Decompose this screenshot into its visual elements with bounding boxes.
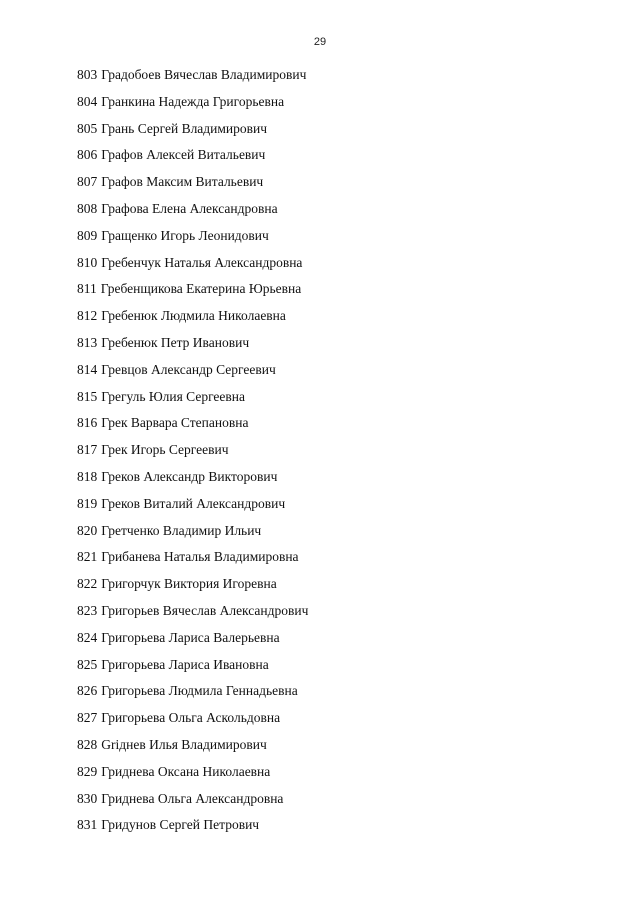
list-item bbox=[77, 734, 308, 761]
entry-number: 812 bbox=[77, 308, 98, 324]
list-item bbox=[77, 627, 308, 654]
entry-number: 824 bbox=[77, 629, 98, 645]
entry-name: Григорчук Виктория Игоревна bbox=[101, 576, 277, 592]
entry-name: Грибанева Наталья Владимировна bbox=[101, 549, 299, 565]
list-item bbox=[77, 680, 308, 707]
entry-name: Грегуль Юлия Сергеевна bbox=[101, 388, 245, 404]
list-item bbox=[77, 386, 308, 413]
list-item bbox=[77, 278, 308, 305]
entry-name: Griднев Илья Владимирович bbox=[101, 736, 267, 752]
list-item bbox=[77, 171, 308, 198]
entry-number: 821 bbox=[77, 549, 98, 565]
list-item bbox=[77, 761, 308, 788]
list-item bbox=[77, 198, 308, 225]
list-item bbox=[77, 654, 308, 681]
list-item bbox=[77, 359, 308, 386]
entry-name: Гребенюк Людмила Николаевна bbox=[101, 308, 286, 324]
entry-number: 827 bbox=[77, 710, 98, 726]
entry-name: Грек Игорь Сергеевич bbox=[101, 442, 229, 458]
entry-number: 830 bbox=[77, 790, 98, 806]
list-item bbox=[77, 91, 308, 118]
entry-name: Греков Виталий Александрович bbox=[101, 495, 286, 511]
entry-name: Грек Варвара Степановна bbox=[101, 415, 249, 431]
list-item bbox=[77, 520, 308, 547]
entry-number: 817 bbox=[77, 442, 98, 458]
entry-number: 809 bbox=[77, 227, 98, 243]
list-item bbox=[77, 707, 308, 734]
list-item bbox=[77, 144, 308, 171]
entry-name: Гретченко Владимир Ильич bbox=[101, 522, 262, 538]
entry-name: Графов Алексей Витальевич bbox=[101, 147, 266, 163]
entry-number: 803 bbox=[77, 67, 98, 82]
entry-number: 816 bbox=[77, 415, 98, 431]
list-item bbox=[77, 546, 308, 573]
list-item bbox=[77, 332, 308, 359]
entry-number: 825 bbox=[77, 656, 98, 672]
entry-number: 805 bbox=[77, 120, 98, 136]
list-item bbox=[77, 600, 308, 627]
entry-number: 822 bbox=[77, 576, 98, 592]
entry-name: Графов Максим Витальевич bbox=[101, 174, 264, 190]
entry-number: 807 bbox=[77, 174, 98, 190]
entry-name: Гриднева Оксана Николаевна bbox=[101, 763, 271, 779]
name-list bbox=[77, 64, 308, 841]
entry-number: 820 bbox=[77, 522, 98, 538]
entry-name: Григорьева Лариса Валерьевна bbox=[101, 629, 280, 645]
page-number: 29 bbox=[313, 36, 327, 48]
entry-name: Гридунов Сергей Петрович bbox=[101, 817, 260, 833]
list-item bbox=[77, 118, 308, 145]
list-item bbox=[77, 788, 308, 815]
entry-name: Грань Сергей Владимирович bbox=[101, 120, 268, 136]
list-item bbox=[77, 64, 308, 91]
entry-number: 826 bbox=[77, 683, 98, 699]
entry-name: Григорьева Лариса Ивановна bbox=[101, 656, 269, 672]
entry-number: 815 bbox=[77, 388, 98, 404]
entry-name: Григорьева Ольга Аскольдовна bbox=[101, 710, 281, 726]
entry-number: 814 bbox=[77, 361, 98, 377]
entry-number: 810 bbox=[77, 254, 98, 270]
entry-name: Греков Александр Викторович bbox=[101, 468, 278, 484]
entry-name: Гребенщикова Екатерина Юрьевна bbox=[100, 281, 302, 297]
entry-name: Графова Елена Александровна bbox=[101, 200, 278, 216]
entry-name: Гревцов Александр Сергеевич bbox=[101, 361, 276, 377]
list-item bbox=[77, 573, 308, 600]
entry-number: 831 bbox=[77, 817, 98, 833]
entry-number: 804 bbox=[77, 93, 98, 109]
entry-number: 819 bbox=[77, 495, 98, 511]
entry-number: 811 bbox=[77, 281, 97, 297]
entry-name: Гращенко Игорь Леонидович bbox=[101, 227, 269, 243]
entry-name: Гребенчук Наталья Александровна bbox=[101, 254, 303, 270]
list-item bbox=[77, 493, 308, 520]
list-item bbox=[77, 412, 308, 439]
entry-number: 828 bbox=[77, 736, 98, 752]
entry-name: Градобоев Вячеслав Владимирович bbox=[101, 67, 307, 82]
entry-number: 823 bbox=[77, 602, 98, 618]
list-item bbox=[77, 225, 308, 252]
entry-name: Григорьев Вячеслав Александрович bbox=[101, 602, 309, 618]
list-item bbox=[77, 466, 308, 493]
entry-number: 808 bbox=[77, 200, 98, 216]
entry-number: 813 bbox=[77, 334, 98, 350]
entry-number: 818 bbox=[77, 468, 98, 484]
entry-name: Гребенюк Петр Иванович bbox=[101, 334, 250, 350]
entry-number: 806 bbox=[77, 147, 98, 163]
list-item bbox=[77, 305, 308, 332]
entry-name: Гриднева Ольга Александровна bbox=[101, 790, 284, 806]
list-item bbox=[77, 439, 308, 466]
list-item bbox=[77, 252, 308, 279]
list-item bbox=[77, 814, 308, 841]
entry-number: 829 bbox=[77, 763, 98, 779]
entry-name: Гранкина Надежда Григорьевна bbox=[101, 93, 285, 109]
entry-name: Григорьева Людмила Геннадьевна bbox=[101, 683, 298, 699]
